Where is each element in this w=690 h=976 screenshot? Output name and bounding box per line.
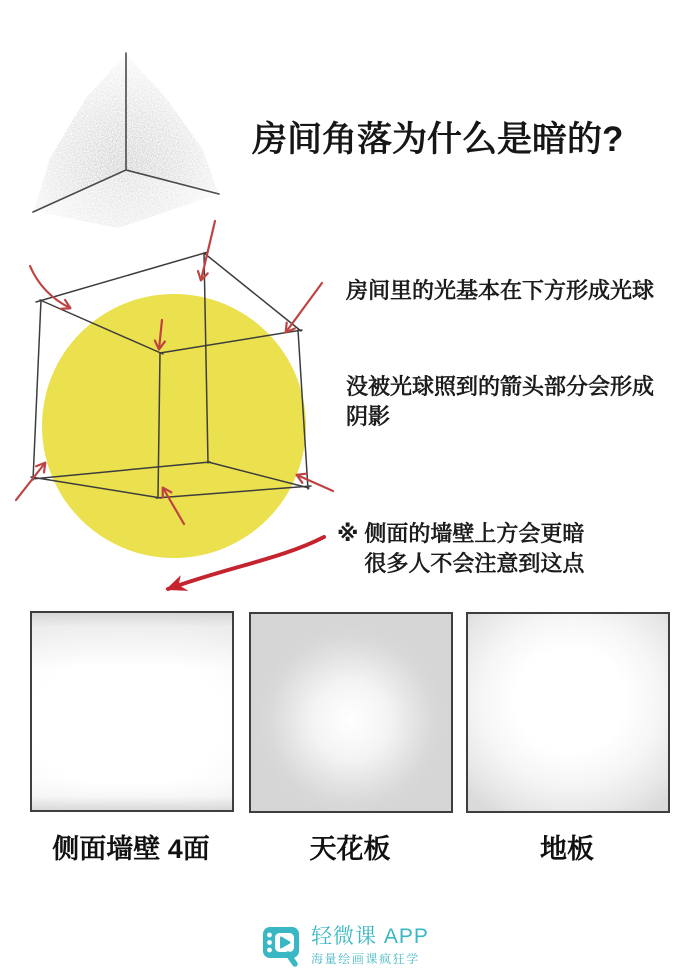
panel-label-floor: 地板 — [540, 834, 594, 864]
app-tagline: 海量绘画课疯狂学 — [311, 952, 420, 966]
note-side-wall-line2: 很多人不会注意到这点 — [364, 551, 585, 576]
panel-ceiling — [249, 612, 453, 813]
light-sphere — [42, 294, 306, 558]
footer-brand — [0, 925, 690, 974]
room-wireframe — [31, 252, 311, 498]
panel-floor — [466, 612, 670, 813]
note-shadow-line2: 阴影 — [346, 404, 391, 429]
panel-label-ceiling: 天花板 — [309, 834, 391, 864]
corner-sketch — [33, 53, 219, 228]
note-side-wall-line1: 侧面的墙壁上方会更暗 — [364, 521, 585, 546]
page-title: 房间角落为什么是暗的? — [252, 120, 624, 159]
app-name: 轻微课 APP — [311, 925, 429, 948]
note-shadow — [346, 372, 676, 432]
note-shadow-line1: 没被光球照到的箭头部分会形成 — [346, 374, 655, 399]
corner-shadow-arrows — [16, 221, 333, 524]
note-light-sphere: 房间里的光基本在下方形成光球 — [346, 278, 655, 303]
panel-side-walls — [30, 611, 234, 812]
pointer-arrow — [168, 537, 324, 589]
reference-mark: ※ — [337, 521, 359, 546]
note-side-wall — [337, 519, 667, 579]
app-logo-icon — [261, 925, 303, 974]
panel-label-side-walls: 侧面墙壁 4面 — [52, 834, 210, 864]
